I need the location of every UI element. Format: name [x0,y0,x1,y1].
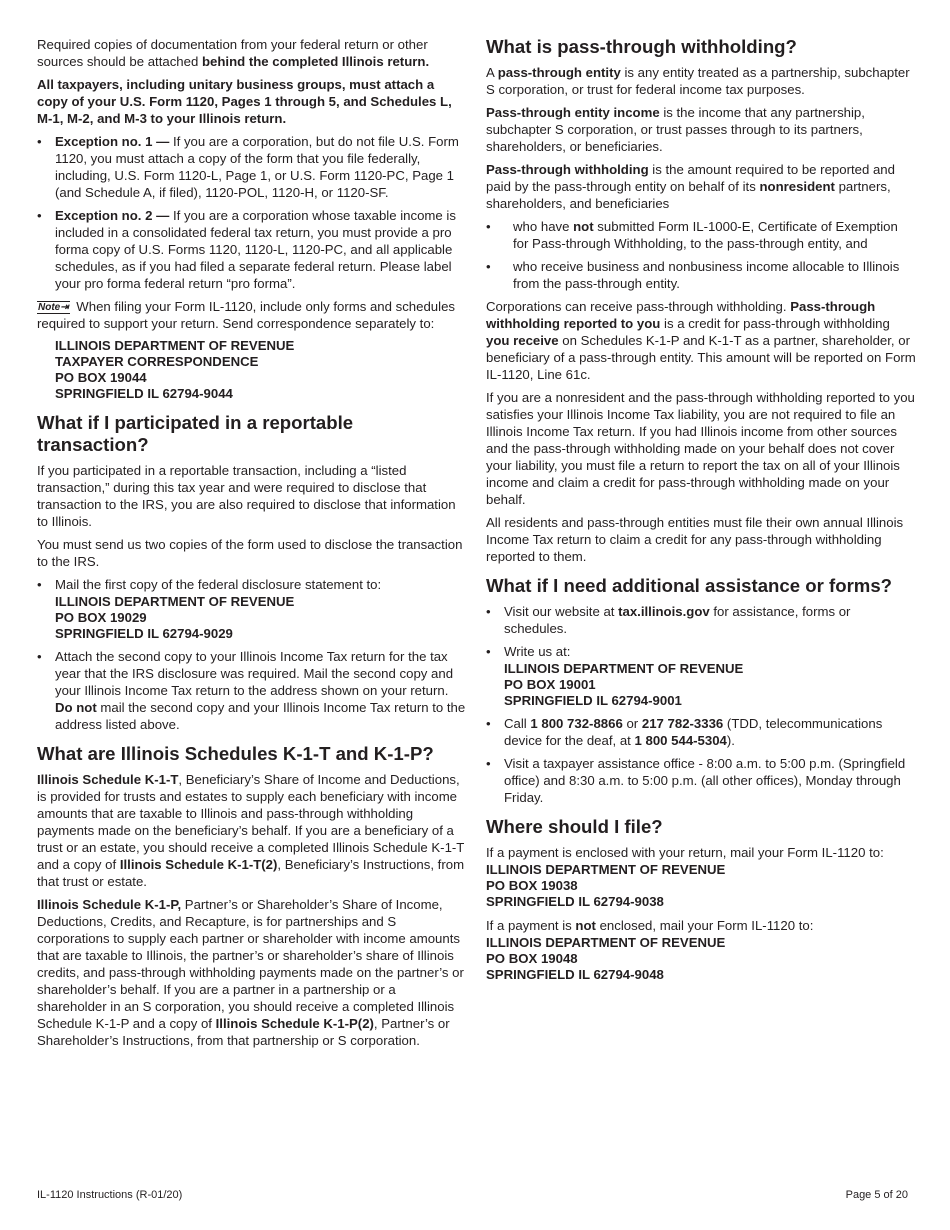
exception-item: • Exception no. 2 — If you are a corporation whose taxable income is included in a consolidated federal tax return, you must provide a pro forma copy of U.S. Forms 1120, 1120-L, 1120-PC, and all applicable schedules, as if you had filed a separate federal return. Please label your pro forma federal return “pro forma”. [37,207,467,292]
list-item: • Attach the second copy to your Illinois Income Tax return for the tax year that the IRS disclosure was required. Mail the second copy and your Illinois Income Tax return to the address shown on your return. Do not mail the second copy and your Illinois Income Tax return to the address listed above. [37,648,467,733]
file-paragraph: If a payment is not enclosed, mail your Form IL-1120 to: [486,918,814,933]
list-item: • Visit a taxpayer assistance office - 8:00 a.m. to 5:00 p.m. (Springfield office) and 8:30 a.m. to 5:00 p.m. (all other offices), Monday through Friday. [486,755,916,806]
payment-enclosed-address: ILLINOIS DEPARTMENT OF REVENUE PO BOX 19038 SPRINGFIELD IL 62794-9038 [486,862,726,909]
note-paragraph: Note⇥ When filing your Form IL-1120, include only forms and schedules required to support your return. Send correspondence separately to: [37,299,456,331]
list-item: • who have not submitted Form IL-1000-E, Certificate of Exemption for Pass-through Withholding, to the pass-through entity, and [486,218,916,252]
schedules-k1-heading: What are Illinois Schedules K-1-T and K-1-P? [37,743,434,764]
k1t-paragraph: Illinois Schedule K-1-T, Beneficiary’s Share of Income and Deductions, is provided for trusts and estates to supply each beneficiary with income amounts that are taxable to Illinois and pass-through withholding payments made on the beneficiary’s behalf. If you are a beneficiary of a trust or an estate, you should receive a completed Illinois Schedule K-1-T and a copy of Illinois Schedule K-1-T(2), Beneficiary’s Instructions, from that trust or estate. [37,772,465,889]
list-item: • Write us at: ILLINOIS DEPARTMENT OF REVENUE PO BOX 19001 SPRINGFIELD IL 62794-9001 [486,643,916,709]
reportable-paragraph: If you participated in a reportable transaction, including a “listed transaction,” during this tax year and were required to disclose that transaction to the IRS, you are also required to disclose that information to Illinois. [37,463,456,529]
disclosure-address: ILLINOIS DEPARTMENT OF REVENUE PO BOX 19029 SPRINGFIELD IL 62794-9029 [55,594,295,641]
k1p-paragraph: Illinois Schedule K-1-P, Partner’s or Shareholder’s Share of Income, Deductions, Credits, and Recapture, is for partnerships and S corporations to supply each partner or shareholder with income amounts that are taxable to Illinois, the partner’s or shareholder’s share of Illinois credits, and pass-through withholding payments made on the partner’s or shareholder’s behalf. If you are a partner in a partnership or a shareholder in an S corporation, you should receive a completed Illinois Schedule K-1-P and a copy of Illinois Schedule K-1-P(2), Partner’s or Shareholder’s Instructions, from that partnership or S corporation. [37,897,464,1048]
note-icon: Note⇥ [38,302,69,313]
reportable-transaction-heading: What if I participated in a reportable transaction? [37,412,354,455]
where-to-file-heading: Where should I file? [486,816,663,837]
footer-form-id: IL-1120 Instructions (R-01/20) [37,1189,183,1201]
list-item: • Call 1 800 732-8866 or 217 782-3336 (TDD, telecommunications device for the deaf, at 1 800 544-5304). [486,715,916,749]
footer-page-number: Page 5 of 20 [845,1189,908,1201]
correspondence-address: ILLINOIS DEPARTMENT OF REVENUE TAXPAYER CORRESPONDENCE PO BOX 19044 SPRINGFIELD IL 62794-9044 [55,338,295,401]
assistance-list [486,603,916,806]
ptw-paragraph: Corporations can receive pass-through withholding. Pass-through withholding reported to you is a credit for pass-through withholding you receive on Schedules K-1-P and K-1-T as a partner, shareholder, or beneficiary of a pass-through entity. This amount will be reported on Form IL-1120, Line 61c. [486,299,916,382]
ptw-list [486,218,916,292]
ptw-paragraph: A pass-through entity is any entity treated as a partnership, subchapter S corporation, or trust for federal income tax purposes. [486,65,910,97]
documentation-paragraph: Required copies of documentation from your federal return or other sources should be attached behind the completed Illinois return. [37,37,430,69]
disclosure-list [37,576,467,733]
list-item: • Mail the first copy of the federal disclosure statement to: ILLINOIS DEPARTMENT OF REVENUE PO BOX 19029 SPRINGFIELD IL 62794-9029 [37,576,467,642]
file-paragraph: If a payment is enclosed with your return, mail your Form IL-1120 to: [486,845,884,860]
exception-item: • Exception no. 1 — If you are a corporation, but do not file U.S. Form 1120, you must attach a copy of the form that you file federally, including, U.S. Form 1120-L, Page 1, or U.S. Form 1120-PC, Page 1 (and Schedule A, if filed), 1120-POL, 1120-H, or 1120-SF. [37,133,467,201]
assistance-heading: What if I need additional assistance or forms? [486,575,893,596]
list-item: • who receive business and nonbusiness income allocable to Illinois from the pass-through entity. [486,258,916,292]
right-column [486,36,916,990]
ptw-paragraph: Pass-through entity income is the income that any partnership, subchapter S corporation, or trust passes through to its partners, shareholders, or beneficiaries. [486,105,865,154]
exceptions-list [37,133,467,292]
ptw-paragraph: Pass-through withholding is the amount required to be reported and paid by the pass-through entity on behalf of its nonresident partners, shareholders, and beneficiaries [486,162,895,211]
no-payment-address: ILLINOIS DEPARTMENT OF REVENUE PO BOX 19048 SPRINGFIELD IL 62794-9048 [486,935,726,982]
ptw-paragraph: All residents and pass-through entities must file their own annual Illinois Income Tax return to claim a credit for any pass-through withholding reported to them. [486,515,904,564]
ptw-paragraph: If you are a nonresident and the pass-through withholding reported to you satisfies your Illinois Income Tax liability, you are not required to file an Illinois Income Tax return. If you had Illinois income from other sources and the pass-through withholding made on your behalf does not cover your liability, you must file a return to report the tax on all of your Illinois income and claim a credit for pass-through withholding made on your behalf. [486,390,915,507]
assistance-address: ILLINOIS DEPARTMENT OF REVENUE PO BOX 19001 SPRINGFIELD IL 62794-9001 [504,661,744,708]
list-item: • Visit our website at tax.illinois.gov for assistance, forms or schedules. [486,603,916,637]
attach-requirement: All taxpayers, including unitary business groups, must attach a copy of your U.S. Form 1120, Pages 1 through 5, and Schedules L, M-1, M-2, and M-3 to your Illinois return. [37,77,452,126]
left-column [37,36,467,1055]
pass-through-heading: What is pass-through withholding? [486,36,797,57]
reportable-paragraph: You must send us two copies of the form used to disclose the transaction to the IRS. [37,537,463,569]
website-link[interactable]: tax.illinois.gov [618,604,710,619]
